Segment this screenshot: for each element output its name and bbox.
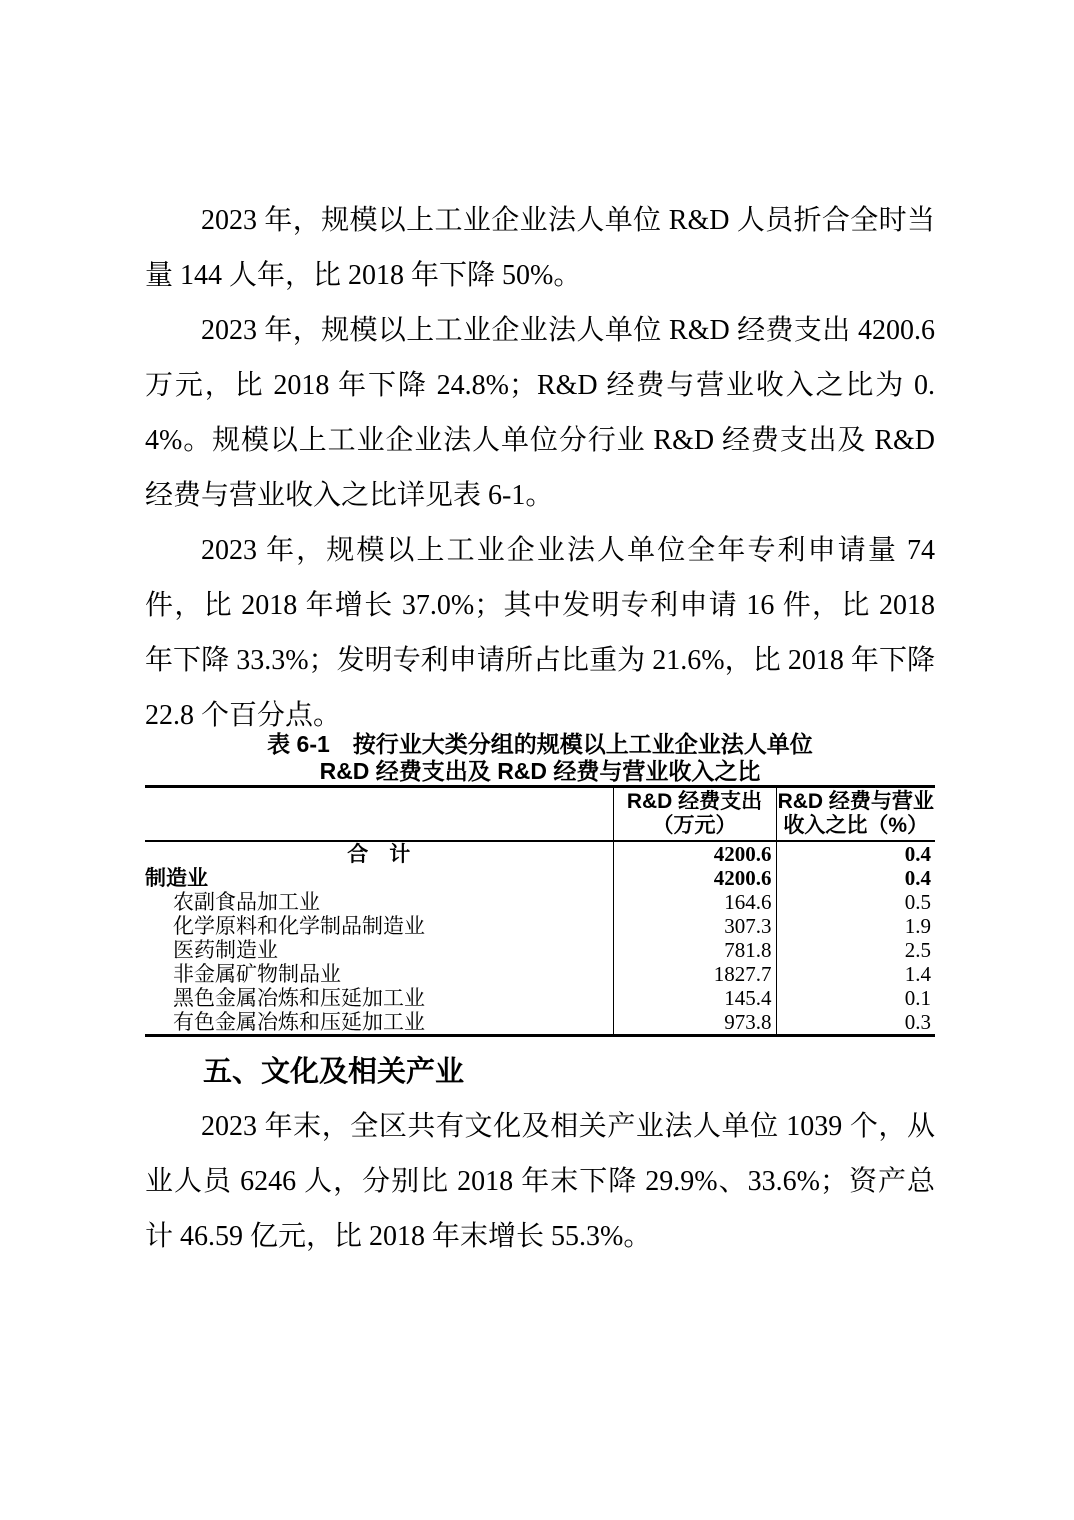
cell-ratio-value: 2.5 xyxy=(776,938,935,962)
cell-industry-name: 合 计 xyxy=(347,842,411,866)
cell-expenditure-value: 973.8 xyxy=(613,1010,776,1036)
table-row xyxy=(145,962,935,986)
cell-expenditure-value: 4200.6 xyxy=(613,866,776,890)
rd-expenditure-table xyxy=(145,785,935,1037)
header-cell-industry xyxy=(145,787,613,842)
cell-expenditure-value: 164.6 xyxy=(613,890,776,914)
table-caption-line1: 表 6-1 按行业大类分组的规模以上工业企业法人单位 xyxy=(267,731,813,757)
table-row xyxy=(145,938,935,962)
cell-ratio-value: 0.4 xyxy=(776,841,935,866)
cell-ratio-value: 0.4 xyxy=(776,866,935,890)
table-row xyxy=(145,914,935,938)
header-cell-ratio xyxy=(776,787,935,842)
table-row xyxy=(145,866,935,890)
table-caption-line2: R&D 经费支出及 R&D 经费与营业收入之比 xyxy=(319,758,761,784)
paragraph-culture-industry: 2023 年末，全区共有文化及相关产业法人单位 1039 个，从业人员 6246 人，分别比 2018 年末下降 29.9%、33.6%；资产总计 46.59 亿元，比 2018 年末增长 55.3%。 xyxy=(145,1111,935,1252)
cell-industry-name: 黑色金属冶炼和压延加工业 xyxy=(173,986,425,1010)
cell-expenditure-value: 781.8 xyxy=(613,938,776,962)
cell-ratio-value: 1.4 xyxy=(776,962,935,986)
header-cell-expenditure xyxy=(613,787,776,842)
paragraph-rd-personnel: 2023 年，规模以上工业企业法人单位 R&D 人员折合全时当量 144 人年，比 2018 年下降 50%。 xyxy=(145,205,935,291)
table-header-row xyxy=(145,787,935,842)
header-expenditure-line1: R&D 经费支出 xyxy=(626,790,763,813)
table-body xyxy=(145,841,935,1036)
cell-ratio-value: 1.9 xyxy=(776,914,935,938)
cell-expenditure-value: 145.4 xyxy=(613,986,776,1010)
header-ratio-line1: R&D 经费与营业 xyxy=(777,790,934,813)
cell-ratio-value: 0.5 xyxy=(776,890,935,914)
paragraph-patents: 2023 年，规模以上工业企业法人单位全年专利申请量 74 件，比 2018 年增长 37.0%；其中发明专利申请 16 件，比 2018 年下降 33.3%；发明专利申请所占比重为 21.6%，比 2018 年下降 22.8 个百分点。 xyxy=(145,535,935,731)
table-row xyxy=(145,1010,935,1036)
cell-expenditure-value: 4200.6 xyxy=(613,841,776,866)
table-row xyxy=(145,890,935,914)
table-header xyxy=(145,787,935,842)
table-row xyxy=(145,986,935,1010)
header-ratio-line2: 收入之比（%） xyxy=(783,814,929,837)
header-expenditure-line2: （万元） xyxy=(652,814,737,837)
section-heading-culture: 五、文化及相关产业 xyxy=(203,1056,465,1088)
cell-industry-name: 化学原料和化学制品制造业 xyxy=(173,914,425,938)
cell-expenditure-value: 307.3 xyxy=(613,914,776,938)
cell-ratio-value: 0.3 xyxy=(776,1010,935,1036)
cell-industry-name: 医药制造业 xyxy=(173,938,278,962)
cell-industry-name: 农副食品加工业 xyxy=(173,890,320,914)
cell-expenditure-value: 1827.7 xyxy=(613,962,776,986)
paragraph-rd-expenditure: 2023 年，规模以上工业企业法人单位 R&D 经费支出 4200.6 万元，比 2018 年下降 24.8%；R&D 经费与营业收入之比为 0.4%。规模以上工业企业法人单位分行业 R&D 经费支出及 R&D 经费与营业收入之比详见表 6-1。 xyxy=(145,315,935,511)
table-row xyxy=(145,841,935,866)
cell-industry-name: 制造业 xyxy=(145,866,208,890)
document-content xyxy=(145,193,935,1264)
cell-ratio-value: 0.1 xyxy=(776,986,935,1010)
cell-industry-name: 非金属矿物制品业 xyxy=(173,962,341,986)
cell-industry-name: 有色金属冶炼和压延加工业 xyxy=(173,1010,425,1034)
